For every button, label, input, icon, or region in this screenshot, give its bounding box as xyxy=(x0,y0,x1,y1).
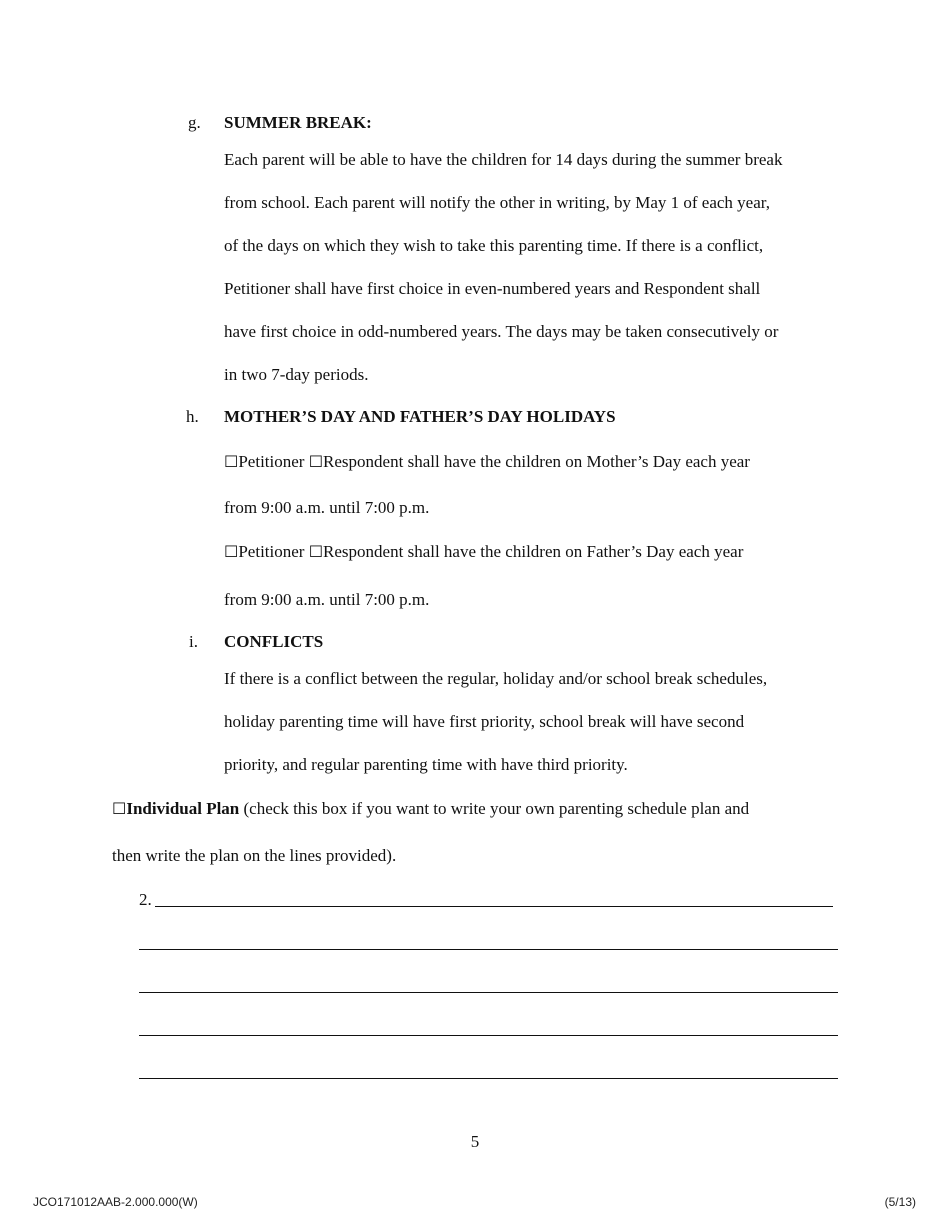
section-g-line: have first choice in odd-numbered years. The days may be taken consecutively or xyxy=(224,322,779,341)
section-i-line: priority, and regular parenting time with have third priority. xyxy=(224,755,628,774)
section-g-line: from school. Each parent will notify the other in writing, by May 1 of each year, xyxy=(224,193,770,212)
page-number: 5 xyxy=(470,1132,480,1151)
mothers-day-time: from 9:00 a.m. until 7:00 p.m. xyxy=(224,498,430,517)
mothers-day-text: shall have the children on Mother’s Day each year xyxy=(407,452,750,471)
fathers-day-petitioner-label: Petitioner xyxy=(238,542,305,561)
plan-write-line[interactable] xyxy=(155,906,833,907)
section-i-line: holiday parenting time will have first priority, school break will have second xyxy=(224,712,745,731)
fathers-day-row xyxy=(224,542,743,562)
mothers-day-row xyxy=(224,452,750,472)
fathers-day-petitioner-checkbox[interactable]: ☐ xyxy=(224,542,239,561)
plan-item-number: 2. xyxy=(139,890,152,909)
footer-page-of: (5/13) xyxy=(884,1195,916,1209)
section-g-line: Each parent will be able to have the children for 14 days during the summer break xyxy=(224,150,783,169)
mothers-day-respondent-label: Respondent xyxy=(323,452,404,471)
section-h-letter: h. xyxy=(186,407,199,426)
section-g-line: of the days on which they wish to take this parenting time. If there is a conflict, xyxy=(224,236,764,255)
plan-write-line[interactable] xyxy=(139,949,838,950)
plan-write-line[interactable] xyxy=(139,992,838,993)
individual-plan-instructions-cont: then write the plan on the lines provided). xyxy=(112,846,397,865)
fathers-day-respondent-label: Respondent xyxy=(323,542,404,561)
section-i-line: If there is a conflict between the regular, holiday and/or school break schedules, xyxy=(224,669,768,688)
plan-write-line[interactable] xyxy=(139,1078,838,1079)
individual-plan-checkbox[interactable]: ☐ xyxy=(112,799,127,818)
plan-write-line[interactable] xyxy=(139,1035,838,1036)
fathers-day-respondent-checkbox[interactable]: ☐ xyxy=(308,542,324,561)
individual-plan-instructions: (check this box if you want to write your own parenting schedule plan and xyxy=(239,799,750,818)
section-h-heading: MOTHER’S DAY AND FATHER’S DAY HOLIDAYS xyxy=(224,407,616,426)
footer-doc-code: JCO171012AAB-2.000.000(W) xyxy=(33,1195,198,1209)
mothers-day-respondent-checkbox[interactable]: ☐ xyxy=(308,452,324,471)
section-i-letter: i. xyxy=(189,632,198,651)
section-g-line: Petitioner shall have first choice in even-numbered years and Respondent shall xyxy=(224,279,761,298)
section-i-heading: CONFLICTS xyxy=(224,632,324,651)
individual-plan-label: Individual Plan xyxy=(126,799,240,818)
section-g-letter: g. xyxy=(188,113,201,132)
fathers-day-text: shall have the children on Father’s Day each year xyxy=(407,542,744,561)
section-g-line: in two 7-day periods. xyxy=(224,365,369,384)
individual-plan-row xyxy=(112,799,749,819)
section-g-heading: SUMMER BREAK: xyxy=(224,113,372,132)
fathers-day-time: from 9:00 a.m. until 7:00 p.m. xyxy=(224,590,430,609)
mothers-day-petitioner-checkbox[interactable]: ☐ xyxy=(224,452,239,471)
mothers-day-petitioner-label: Petitioner xyxy=(238,452,305,471)
